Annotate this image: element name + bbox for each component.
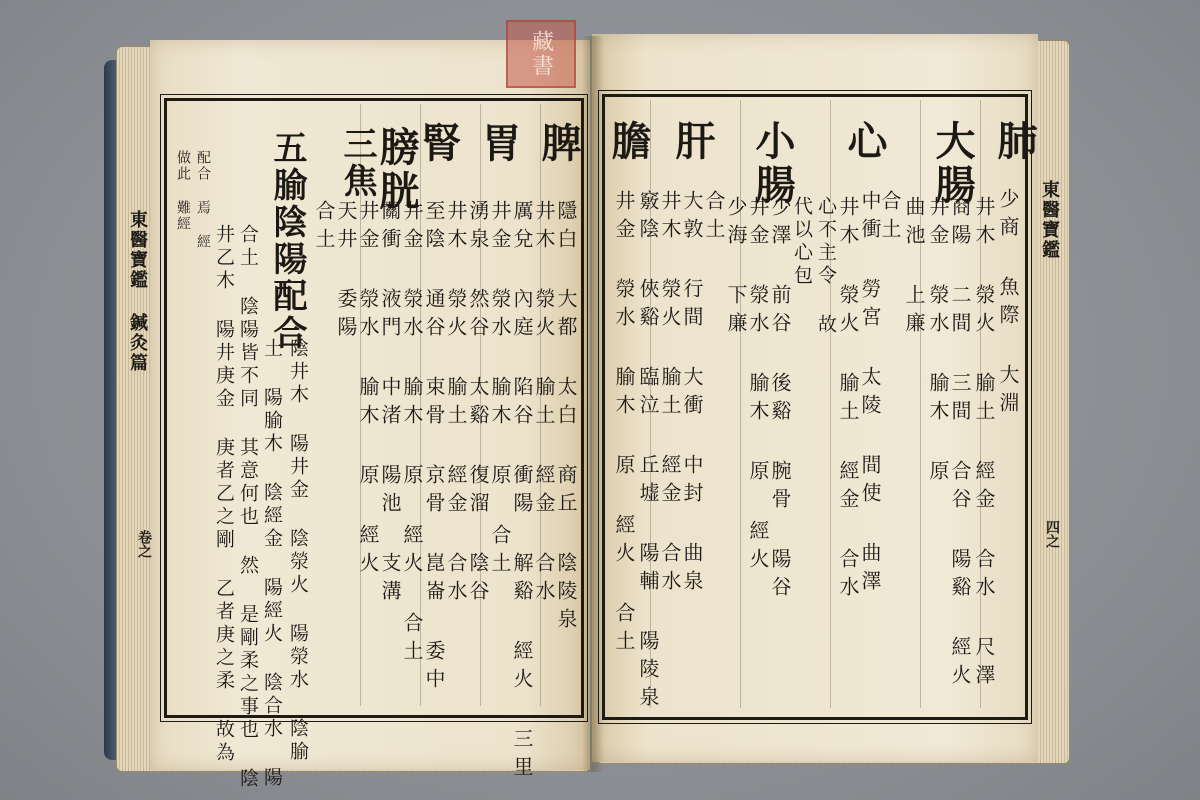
heading-small-intestine: 小腸	[749, 120, 796, 208]
text-column: 井金 滎水 腧木 原 經火 合土	[612, 190, 636, 658]
heading-bladder: 膀胱	[373, 126, 420, 214]
text-column: 湧泉 然谷 太谿 復溜 陰谷	[466, 200, 490, 608]
left-edge-title: 東醫寶鑑 鍼灸篇	[127, 210, 148, 373]
text-column: 井木 滎火 腧土 經金 合水	[836, 196, 860, 604]
text-column: 合土	[702, 190, 726, 246]
prose-line: 合土 陰陽皆不同 其意何也 然 是剛柔之事也 陰	[237, 224, 259, 791]
text-column: 少澤 前谷 後谿 腕骨 陽谷	[768, 196, 792, 604]
text-column: 少商 魚際 大淵	[996, 188, 1020, 420]
heading-spleen: 脾	[535, 122, 582, 166]
volume-label: 卷之	[136, 530, 152, 558]
rule-line	[920, 100, 921, 708]
text-column: 少海 下廉	[724, 196, 748, 340]
heading-gallbladder: 膽	[605, 120, 652, 164]
text-column: 井金 滎水 腧木 原 經火	[356, 200, 380, 580]
text-column: 隱白 大都 太白 商丘 陰陵泉	[554, 200, 578, 636]
text-column: 合土	[312, 200, 336, 256]
right-edge-title: 東醫寶鑑	[1039, 180, 1060, 260]
text-column: 至陰 通谷 束骨 京骨 崑崙 委中	[422, 200, 446, 696]
library-seal: 藏書	[506, 20, 576, 88]
heading-large-intestine: 大腸	[929, 120, 976, 208]
book-gutter	[582, 36, 604, 772]
rule-line	[830, 100, 831, 708]
text-column: 竅陰 俠谿 臨泣 丘墟 陽輔 陽陵泉	[636, 190, 660, 714]
text-column: 井木 滎火 腧土 經金 合水	[658, 190, 682, 598]
heading-stomach: 胃	[475, 122, 522, 166]
prose-line: 土 陽腧木 陰經金 陽經火 陰合水 陽	[261, 338, 283, 790]
section-title: 五腧陰陽配合	[267, 130, 307, 352]
heading-kidney: 腎	[415, 122, 462, 166]
prose-line: 陰井木 陽井金 陰滎火 陽滎水 陰腧	[287, 338, 309, 764]
heading-liver: 肝	[669, 120, 716, 164]
text-column: 厲兌 內庭 陷谷 衝陽 解谿 經火 三里	[510, 200, 534, 784]
text-column: 井木 滎火 腧土 經金 合水	[532, 200, 556, 608]
right-edge-label: 四之	[1044, 520, 1060, 548]
rule-line	[740, 100, 741, 708]
text-column: 井木 滎火 腧土 經金 合水	[444, 200, 468, 608]
heading-lung: 肺	[991, 120, 1038, 164]
prose-line: 井乙木 陽井庚金 庚者乙之剛 乙者庚之柔 故為	[213, 224, 235, 765]
text-column: 曲池 上廉	[902, 196, 926, 340]
text-column: 心不主令 故	[815, 196, 837, 337]
text-column: 井金 滎水 腧木 原	[926, 196, 950, 488]
text-column: 大敦 行間 大衝 中封 曲泉	[680, 190, 704, 598]
heading-triple-burner: 三焦	[337, 126, 377, 200]
text-column: 商陽 二間 三間 合谷 陽谿 經火	[948, 196, 972, 692]
text-column: 井金 滎水 腧木 原 經火	[746, 196, 770, 576]
text-column: 井金 滎水 腧木 原 合土	[488, 200, 512, 580]
text-column: 井木 滎火 腧土 經金 合水 尺澤	[972, 196, 996, 692]
text-column: 合土	[878, 190, 902, 246]
note-line: 做此 難經	[175, 150, 191, 232]
note-line: 配合 焉 經	[195, 150, 211, 250]
text-column: 中衝 勞宮 太陵 間使 曲澤	[858, 190, 882, 598]
text-column: 天井 委陽	[334, 200, 358, 344]
text-column: 代以心包	[791, 196, 813, 288]
heading-heart: 心	[841, 120, 888, 164]
text-column: 井金 滎水 腧木 原 經火 合土	[400, 200, 424, 668]
text-column: 關衝 液門 中渚 陽池 支溝	[378, 200, 402, 608]
